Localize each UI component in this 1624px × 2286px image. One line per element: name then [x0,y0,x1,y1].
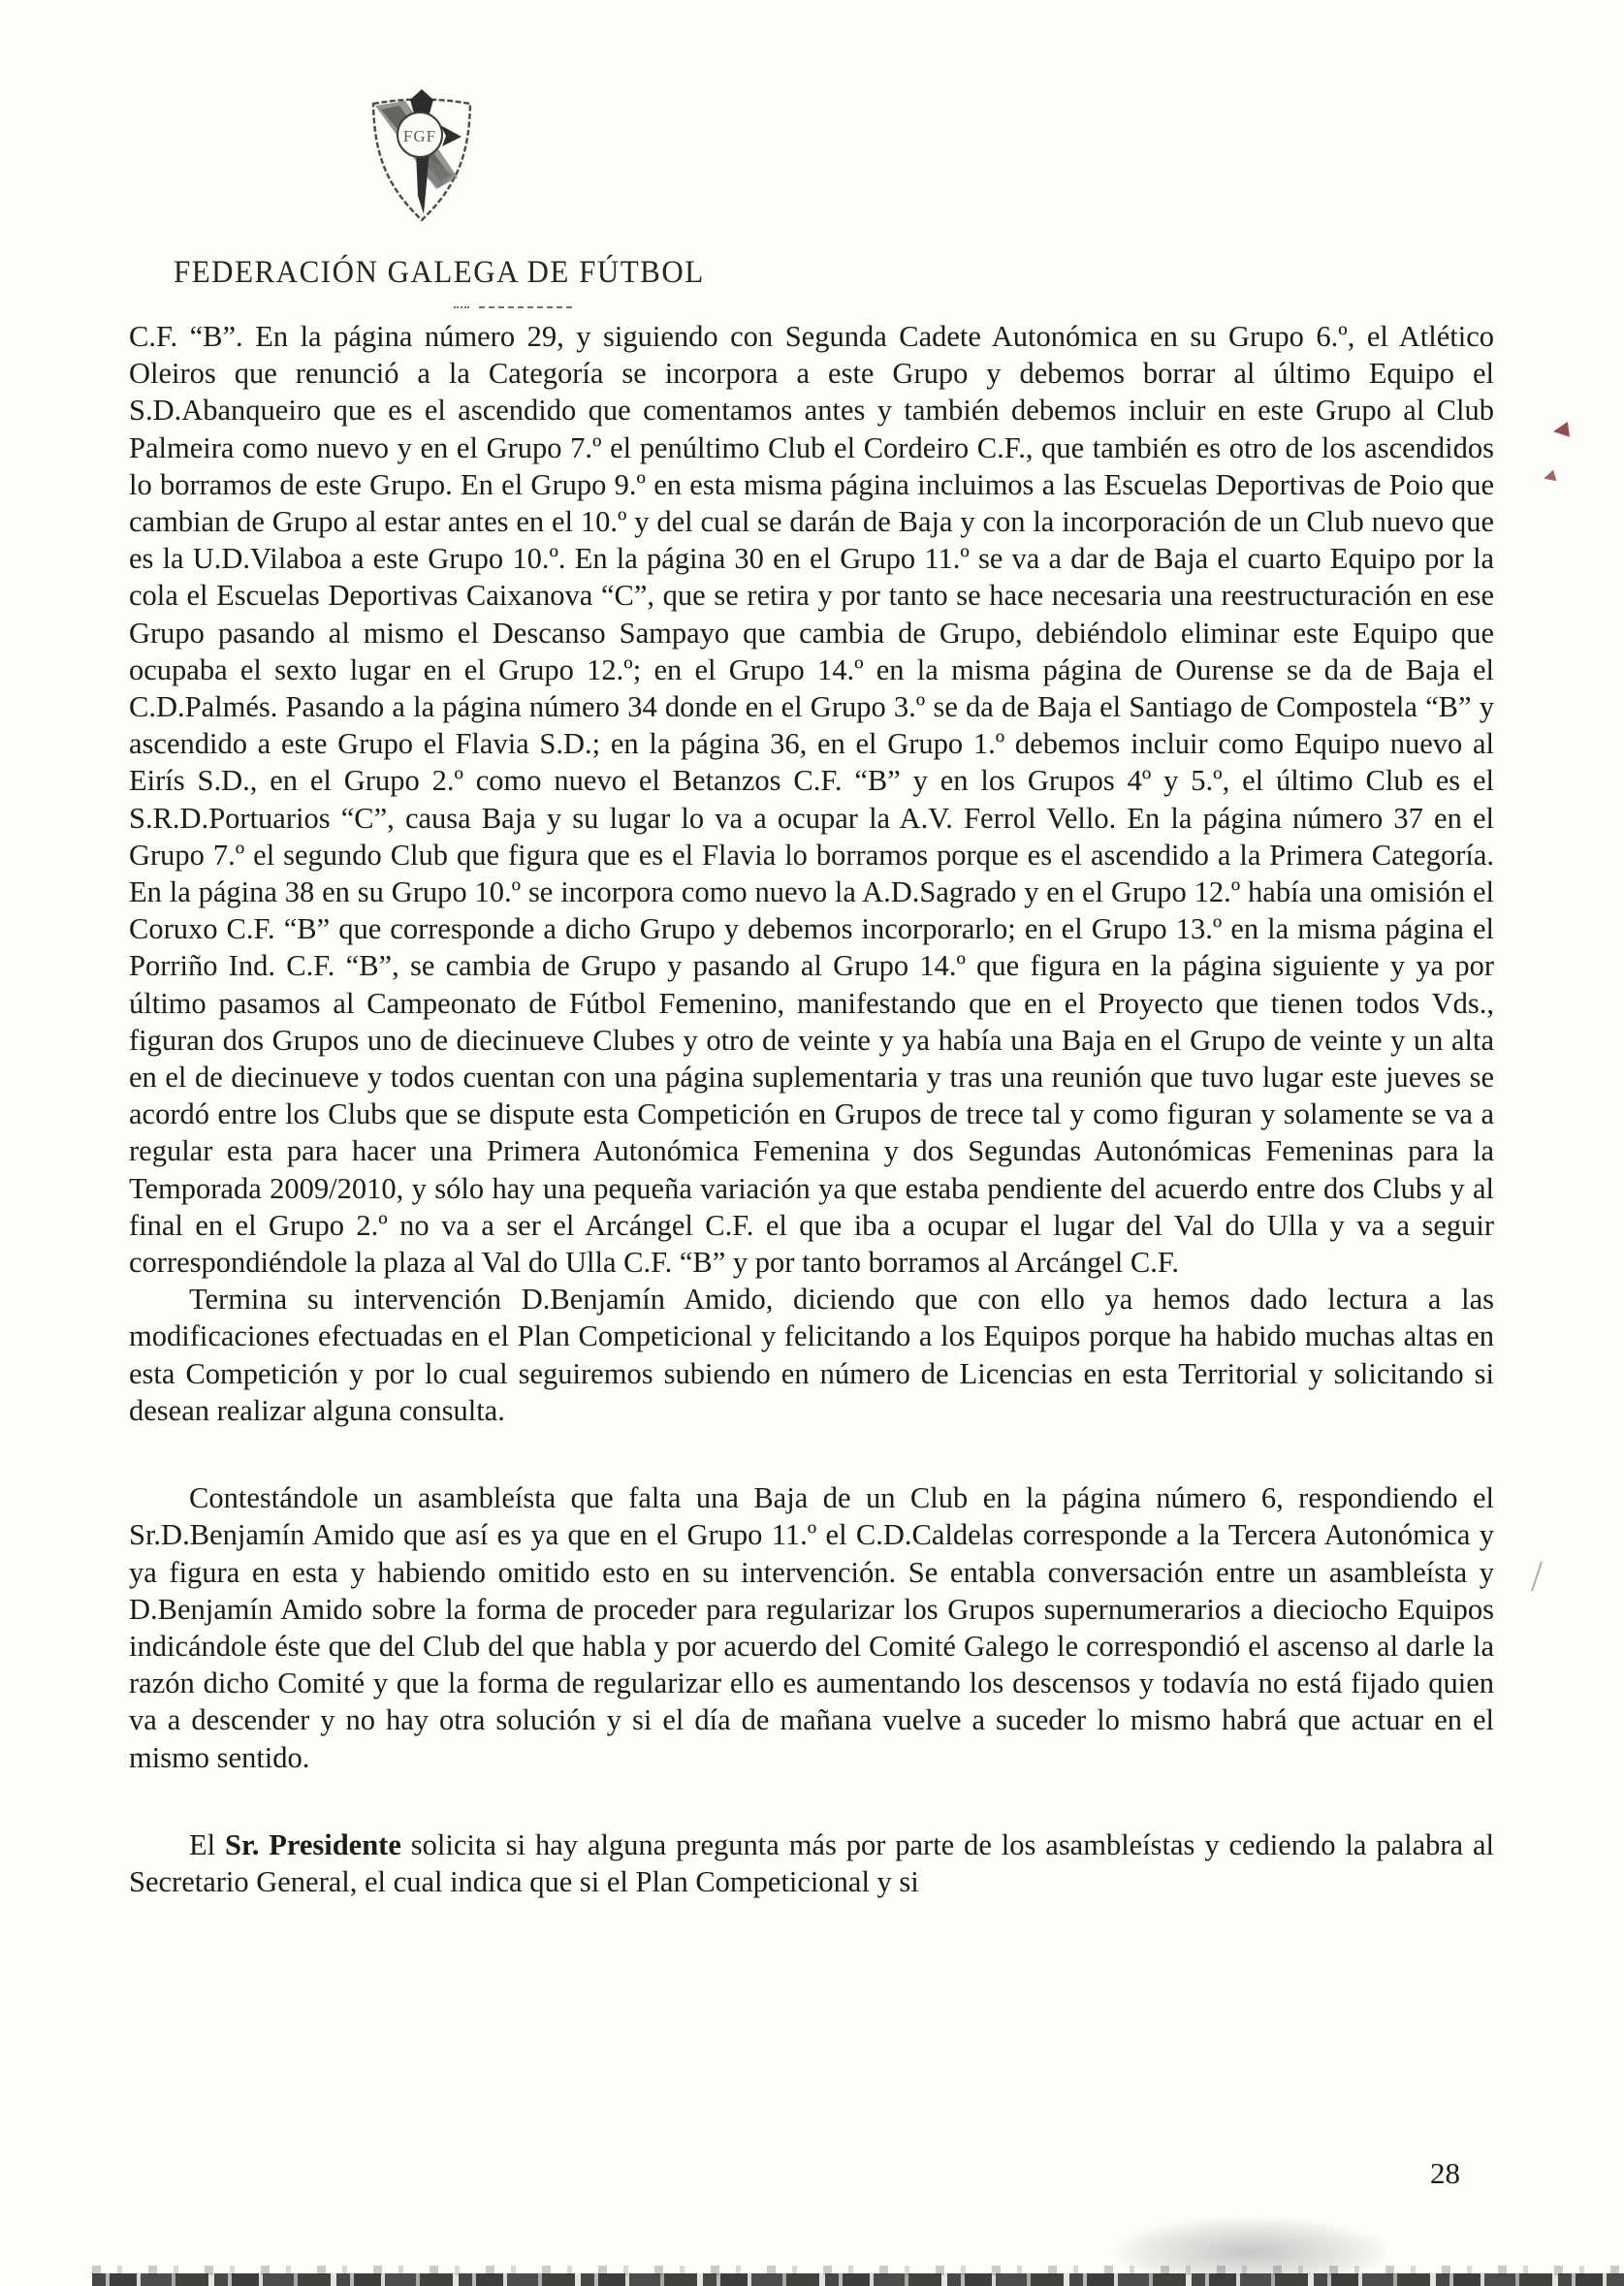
dash-mark-long [479,306,572,308]
page-number: 28 [1430,2156,1460,2190]
federation-crest-logo [361,87,483,229]
organization-name: FEDERACIÓN GALEGA DE FÚTBOL [174,254,705,290]
paragraph-assembly-discussion: Contestándole un asambleísta que falta una Baja de un Club en la página número 6, respondiendo el Sr.D.Benjamín Amido que así es ya que en el Grupo 11.º el C.D.Caldelas corresponde a la Tercera Autonómica y ya figura en esta y habiendo omitido esto en su intervención. Se entabla conversación entre un asambleísta y D.Benjamín Amido sobre la forma de proceder para regularizar los Grupos supernumerarios a dieciocho Equipos indicándole éste que del Club del que habla y por acuerdo del Comité Galego le correspondió el ascenso al darle la razón dicho Comité y que la forma de regularizar ello es aumentando los descensos y todavía no está fijado quien va a descender y no hay otra solución y si el día de mañana vuelve a suceder lo mismo habrá que actuar en el mismo sentido. [129,1481,1494,1774]
scan-edge-band [92,2273,1624,2286]
president-title-bold: Sr. Presidente [225,1827,401,1861]
paragraph-president-request [129,1826,1494,1900]
scan-artifact-red-mark [1552,422,1570,439]
logo-initials: FGF [402,127,437,145]
president-sentence-rest: solicita si hay alguna pregunta más por parte de los asambleístas y cediendo la palabra al Secretario General, el cual indica que si el Plan Competicional y si [129,1827,1494,1898]
fgf-shield-icon [361,87,483,229]
dash-mark-short [454,306,469,308]
scan-artifact-red-mark [1543,470,1557,485]
president-sentence-prefix: El [189,1827,225,1861]
paragraph-competition-modifications: C.F. “B”. En la página número 29, y siguiendo con Segunda Cadete Autonómica en su Grupo 6.º, el Atlético Oleiros que renunció a la Categoría se incorpora a este Grupo y debemos borrar al último Equipo el S.D.Abanqueiro que es el ascendido que comentamos antes y también debemos incluir en este Grupo al Club Palmeira como nuevo y en el Grupo 7.º el penúltimo Club el Cordeiro C.F., que también es otro de los ascendidos lo borramos de este Grupo. En el Grupo 9.º en esta misma página incluimos a las Escuelas Deportivas de Poio que cambian de Grupo al estar antes en el 10.º y del cual se darán de Baja y con la incorporación de un Club nuevo que es la U.D.Vilaboa a este Grupo 10.º. En la página 30 en el Grupo 11.º se va a dar de Baja el cuarto Equipo por la cola el Escuelas Deportivas Caixanova “C”, que se retira y por tanto se hace necesaria una reestructuración en ese Grupo pasando al mismo el Descanso Sampayo que cambia de Grupo, debiéndolo eliminar este Equipo que ocupaba el sexto lugar en el Grupo 12.º; en el Grupo 14.º en la misma página de Ourense se da de Baja el C.D.Palmés. Pasando a la página número 34 donde en el Grupo 3.º se da de Baja el Santiago de Compostela “B” y ascendido a este Grupo el Flavia S.D.; en la página 36, en el Grupo 1.º debemos incluir como Equipo nuevo al Eirís S.D., en el Grupo 2.º como nuevo el Betanzos C.F. “B” y en los Grupos 4º y 5.º, el último Club es el S.R.D.Portuarios “C”, causa Baja y su lugar lo va a ocupar la A.V. Ferrol Vello. En la página número 37 en el Grupo 7.º el segundo Club que figura que es el Flavia lo borramos porque es el ascendido a la Primera Categoría. En la página 38 en su Grupo 10.º se incorpora como nuevo la A.D.Sagrado y en el Grupo 12.º había una omisión el Coruxo C.F. “B” que corresponde a dicho Grupo y debemos incorporarlo; en el Grupo 13.º en la misma página el Porriño Ind. C.F. “B”, se cambia de Grupo y pasando al Grupo 14.º que figura en la página siguiente y ya por último pasamos al Campeonato de Fútbol Femenino, manifestando que en el Proyecto que tienen todos Vds., figuran dos Grupos uno de diecinueve Clubes y otro de veinte y ya había una Baja en el Grupo de veinte y un alta en el de diecinueve y todos cuentan con una página suplementaria y tras una reunión que tuvo lugar este jueves se acordó entre los Clubs que se dispute esta Competición en Grupos de trece tal y como figuran y solamente se va a regular esta para hacer una Primera Autonómica Femenina y dos Segundas Autonómicas Femeninas para la Temporada 2009/2010, y sólo hay una pequeña variación ya que estaba pendiente del acuerdo entre dos Clubs y al final en el Grupo 2.º no va a ser el Arcángel C.F. el que iba a ocupar el lugar del Val do Ulla y va a seguir correspondiéndole la plaza al Val do Ulla C.F. “B” y por tanto borramos al Arcángel C.F. [129,320,1494,1280]
header-underline-marks [454,306,572,308]
scan-artifact-stray-line [1531,1561,1543,1591]
paragraph-amido-closing: Termina su intervención D.Benjamín Amido, diciendo que con ello ya hemos dado lectura a las modificaciones efectuadas en el Plan Competicional y felicitando a los Equipos porque ha habido muchas altas en esta Competición y por lo cual seguiremos subiendo en número de Licencias en esta Territorial y solicitando si desean realizar alguna consulta. [129,1283,1494,1427]
document-body [129,318,1494,1900]
